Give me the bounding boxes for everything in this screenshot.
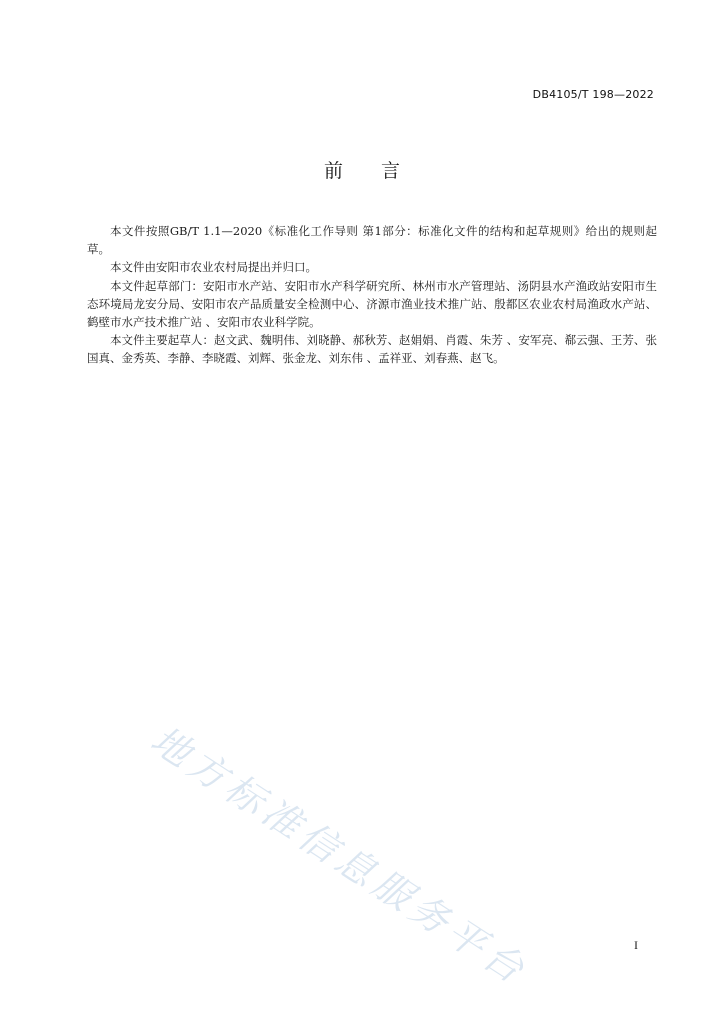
paragraph-proposer: 本文件由安阳市农业农村局提出并归口。 xyxy=(110,260,317,275)
paragraph-drafters: 本文件主要起草人：赵文武、魏明伟、刘晓静、郝秋芳、赵娟娟、肖霞、朱芳 、安军亮、郗云强、王芳、张国真、金秀英、李静、李晓霞、刘辉、张金龙、刘东伟 、孟祥亚、刘春燕、赵飞。 xyxy=(87,333,657,366)
watermark: 地方标准信息服务平台 xyxy=(143,717,537,995)
paragraph-drafting-rules: 本文件按照GB/T 1.1—2020《标准化工作导则 第1部分：标准化文件的结构和起草规则》给出的规则起草。 xyxy=(87,224,657,257)
foreword-body xyxy=(87,222,657,368)
page-number: I xyxy=(634,938,638,952)
page-title: 前言 xyxy=(323,160,438,182)
paragraph-drafting-units: 本文件起草部门：安阳市水产站、安阳市水产科学研究所、林州市水产管理站、汤阴县水产渔政站安阳市生态环境局龙安分局、安阳市农产品质量安全检测中心、济源市渔业技术推广站、殷都区农业农村局渔政水产站、鹤壁市水产技术推广站 、安阳市农业科学院。 xyxy=(87,278,657,330)
document-code: DB4105/T 198—2022 xyxy=(532,88,654,101)
